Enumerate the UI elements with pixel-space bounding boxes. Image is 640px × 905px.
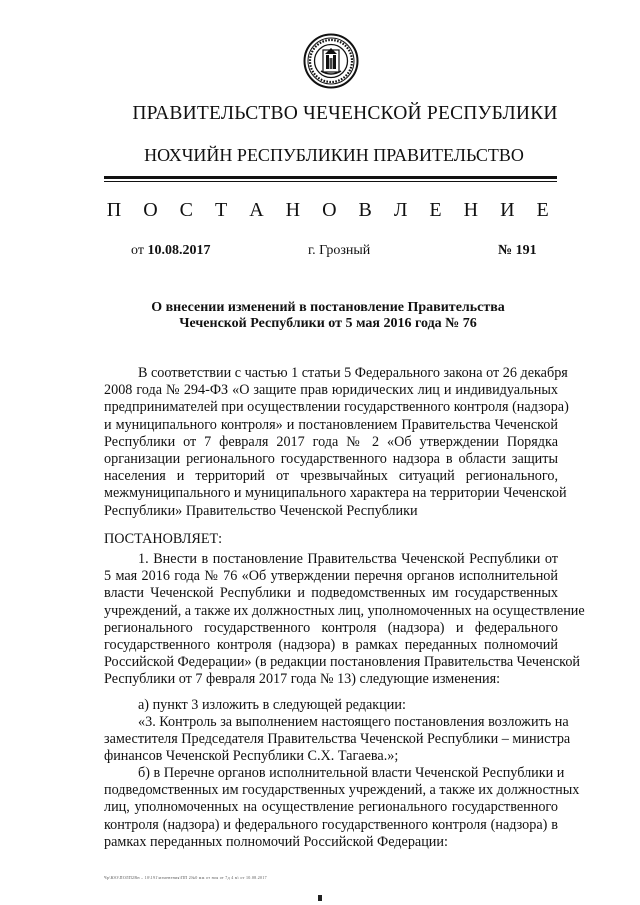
government-name-chechen: НОХЧИЙН РЕСПУБЛИКИН ПРАВИТЕЛЬСТВО: [144, 145, 524, 165]
text-line: Республики от 7 февраля 2017 года № 2 «Об утверждении Порядка: [104, 433, 558, 450]
subject-line: Чеченской Республики от 5 мая 2016 года № 76: [179, 316, 477, 331]
document-city: г. Грозный: [308, 243, 371, 258]
subject-line: О внесении изменений в постановление Правительства: [151, 300, 505, 315]
document-type-title: П О С Т А Н О В Л Е Н И Е: [106, 199, 558, 221]
document-subject: [100, 300, 556, 332]
item-1-paragraph: [104, 551, 585, 689]
text-line: и муниципального контроля» и постановлением Правительства Чеченской: [104, 416, 558, 433]
text-line: подведомственных им государственных учреждений, а также их должностных: [104, 782, 580, 799]
resolves-heading: ПОСТАНОВЛЯЕТ:: [104, 531, 223, 547]
text-line: 2008 года № 294-ФЗ «О защите прав юридических лиц и индивидуальных: [104, 382, 558, 399]
date-prefix: от: [131, 243, 144, 258]
government-name-russian: ПРАВИТЕЛЬСТВО ЧЕЧЕНСКОЙ РЕСПУБЛИКИ: [132, 103, 558, 124]
footer-file-code: Чр\ЮО\ПОЛП2Вн – 10\191\изменения\ПП 2№0 мж от ноя от 7д 4 м\ от 10.08.2017: [104, 875, 267, 880]
page-mark: [318, 895, 322, 901]
date-value: 10.08.2017: [147, 243, 211, 258]
text-line: Республики» Правительство Чеченской Республики: [104, 502, 418, 519]
text-line: учреждений, а также их должностных лиц, уполномоченных на осуществление: [104, 602, 585, 619]
text-line: населения и территорий от чрезвычайных ситуаций регионального,: [104, 468, 558, 485]
text-line: организации регионального государственного надзора в области защиты: [104, 451, 558, 468]
text-line: рамках переданных полномочий Российской Федерации:: [104, 833, 448, 850]
text-line: регионального государственного контроля (надзора) и федерального: [104, 619, 558, 636]
document-date: [131, 243, 210, 259]
text-line: финансов Чеченской Республики С.Х. Тагаева.»;: [104, 748, 399, 765]
text-line: лиц, уполномоченных на осуществление регионального государственного: [104, 799, 558, 816]
text-line: межмуниципального и муниципального характера на территории Чеченской: [104, 485, 567, 502]
quoted-clause-paragraph: [104, 714, 571, 766]
coat-of-arms-emblem: [303, 33, 359, 89]
item-a-paragraph: [104, 697, 558, 714]
text-line: 5 мая 2016 года № 76 «Об утверждении перечня органов исполнительной: [104, 568, 558, 585]
text-line: б) в Перечне органов исполнительной власти Чеченской Республики и: [138, 765, 565, 781]
text-line: Российской Федерации» (в редакции постановления Правительства Чеченской: [104, 654, 581, 671]
text-line: предпринимателей при осуществлении государственного контроля (надзора): [104, 399, 569, 416]
item-b-paragraph: [104, 765, 580, 851]
text-line: власти Чеченской Республики и подведомственных им государственных: [104, 585, 558, 602]
text-line: Республики от 7 февраля 2017 года № 13) следующие изменения:: [104, 671, 501, 688]
header-rule-thick: [104, 176, 557, 179]
preamble-paragraph: [104, 365, 569, 520]
header-rule-thin: [104, 181, 557, 182]
text-line: В соответствии с частью 1 статьи 5 Федерального закона от 26 декабря: [138, 365, 568, 381]
text-line: заместителя Председателя Правительства Чеченской Республики – министра: [104, 731, 571, 748]
text-line: 1. Внести в постановление Правительства Чеченской Республики от: [138, 551, 558, 567]
text-line: а) пункт 3 изложить в следующей редакции:: [138, 697, 406, 713]
text-line: «3. Контроль за выполнением настоящего постановления возложить на: [138, 714, 569, 730]
text-line: контроля (надзора) и федерального государственного контроля (надзора) в: [104, 816, 558, 833]
document-number: № 191: [498, 243, 537, 258]
text-line: государственного контроля (надзора) в рамках переданных полномочий: [104, 637, 558, 654]
